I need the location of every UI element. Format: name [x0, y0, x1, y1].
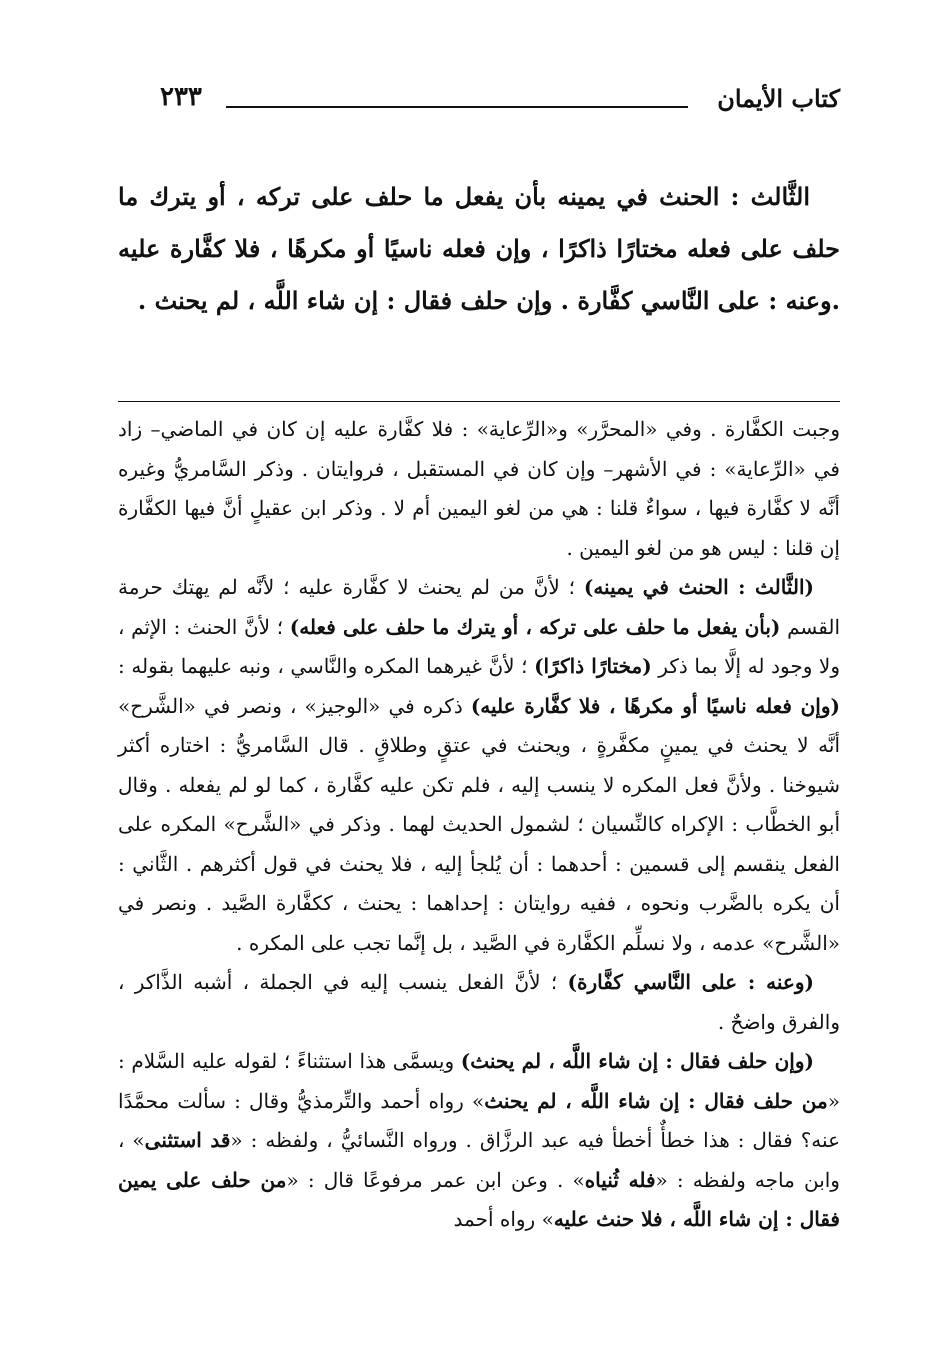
book-page	[118, 78, 840, 1308]
commentary-paragraph-4: (وإن حلف فقال : إن شاء اللَّه ، لم يحنث) ويسمَّى هذا استثناءً ؛ لقوله عليه السَّلام : «من حلف فقال : إن شاء اللَّه ، لم يحنث» رواه أحمد والتِّرمذيُّ وقال : سألت محمَّدًا عنه؟ فقال : هذا خطأٌ أخطأ فيه عبد الرزَّاق . ورواه النَّسائيُّ ، ولفظه : «قد استثنى» ، وابن ماجه ولفظه : «فله ثُنياه» . وعن ابن عمر مرفوعًا قال : «من حلف على يمين فقال : إن شاء اللَّه ، فلا حنث عليه» رواه أحمد	[118, 1049, 840, 1231]
commentary-paragraph-1: وجبت الكفَّارة . وفي «المحرَّر» و«الرِّعاية» : فلا كفَّارة عليه إن كان في الماضي– زاد في «الرِّعاية» : في الأشهر– وإن كان في المستقبل ، فروايتان . وذكر السَّامريُّ وغيره أنَّه لا كفَّارة فيها ، سواءٌ قلنا : هي من لغو اليمين أم لا . وذكر ابن عقيلٍ أنَّ فيها الكفَّارة إن قلنا : ليس هو من لغو اليمين .	[118, 417, 840, 560]
matn-paragraph: الثَّالث : الحنث في يمينه بأن يفعل ما حلف على تركه ، أو يترك ما حلف على فعله مختارًا ذاكرًا ، وإن فعله ناسيًا أو مكرهًا ، فلا كفَّارة عليه .وعنه : على النَّاسي كفَّارة . وإن حلف فقال : إن شاء اللَّه ، لم يحنث .	[118, 182, 840, 315]
header-rule	[226, 106, 688, 108]
matn-text-block	[118, 171, 840, 327]
commentary-block	[118, 410, 840, 1240]
commentary-paragraph-2: (الثَّالث : الحنث في يمينه) ؛ لأنَّ من لم يحنث لا كفَّارة عليه ؛ لأنَّه لم يهتك حرمة القسم (بأن يفعل ما حلف على تركه ، أو يترك ما حلف على فعله) ؛ لأنَّ الحنث : الإثم ، ولا وجود له إلَّا بما ذكر (مختارًا ذاكرًا) ؛ لأنَّ غيرهما المكره والنَّاسي ، ونبه عليهما بقوله : (وإن فعله ناسيًا أو مكرهًا ، فلا كفَّارة عليه) ذكره في «الوجيز» ، ونصر في «الشَّرح» أنَّه لا يحنث في يمينٍ مكفَّرةٍ ، ويحنث في عتقٍ وطلاقٍ . قال السَّامريُّ : اختاره أكثر شيوخنا . ولأنَّ فعل المكره لا ينسب إليه ، فلم تكن عليه كفَّارة ، كما لو لم يفعله . وقال أبو الخطَّاب : الإكراه كالنِّسيان ؛ لشمول الحديث لهما . وذكر في «الشَّرح» المكره على الفعل ينقسم إلى قسمين : أحدهما : أن يُلجأ إليه ، فلا يحنث في قول أكثرهم . الثَّاني : أن يكره بالضَّرب ونحوه ، ففيه روايتان : إحداهما : يحنث ، ككفَّارة الصَّيد . ونصر في «الشَّرح» عدمه ، ولا نسلِّم الكفَّارة في الصَّيد ، بل إنَّما تجب على المكره .	[118, 575, 840, 955]
running-header	[118, 84, 840, 118]
section-divider	[118, 401, 840, 402]
chapter-title: كتاب الأيمان	[717, 84, 840, 113]
page-number: ٢٣٣	[160, 82, 202, 112]
commentary-paragraph-3: (وعنه : على النَّاسي كفَّارة) ؛ لأنَّ الفعل ينسب إليه في الجملة ، أشبه الذَّاكر ، والفرق واضحٌ .	[118, 970, 840, 1034]
